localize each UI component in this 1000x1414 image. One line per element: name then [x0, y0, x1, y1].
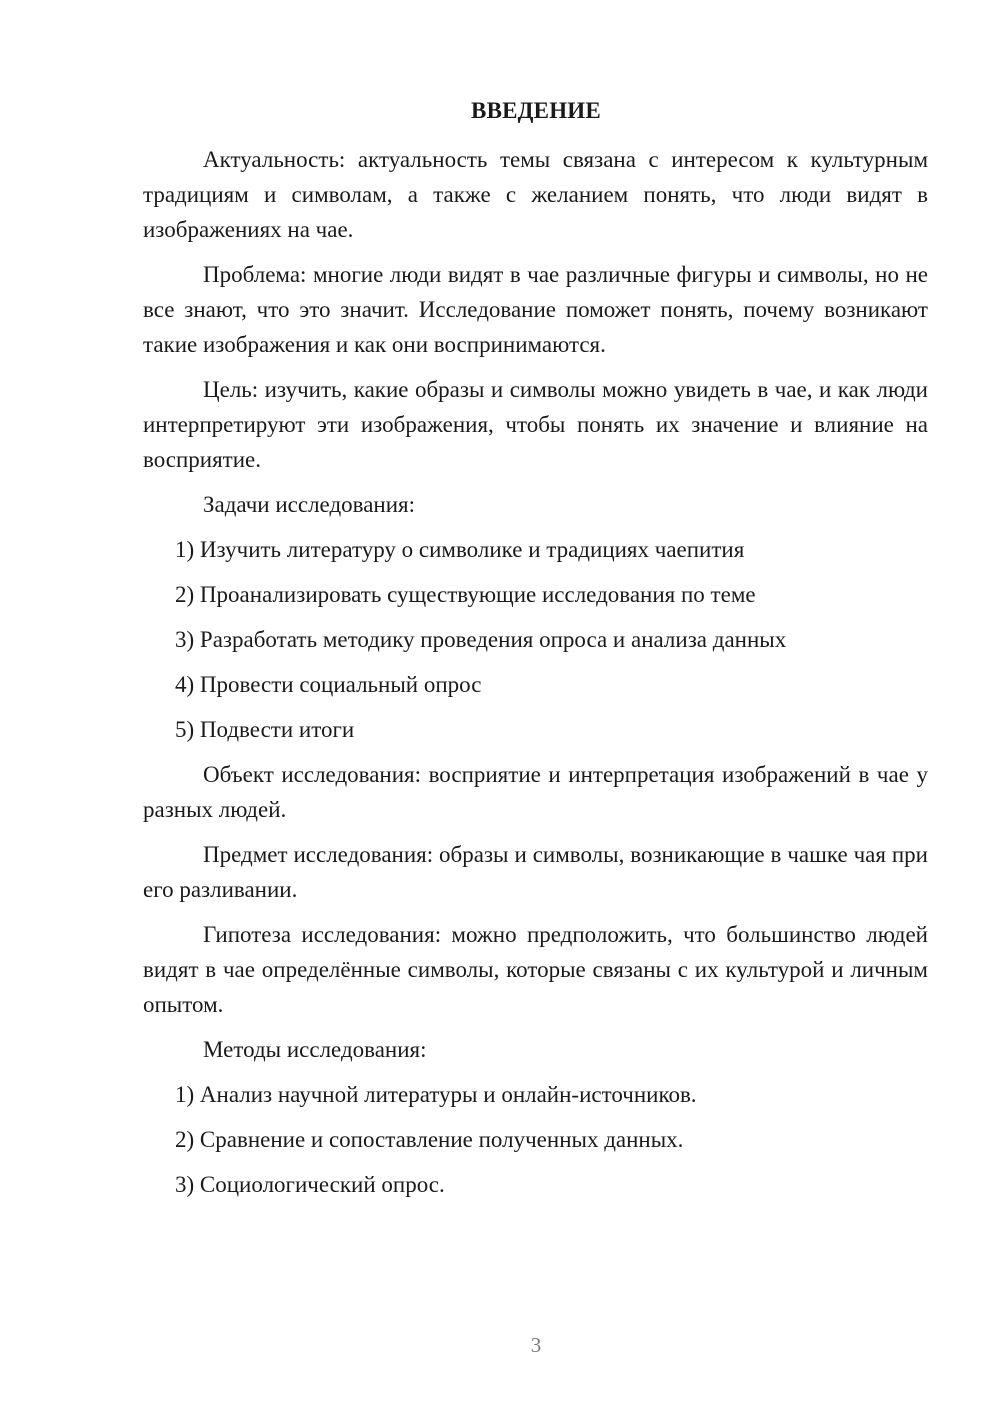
hypothesis-paragraph: Гипотеза исследования: можно предположить, что большинство людей видят в чае определённые символы, которые связаны с их культурой и личным опытом.	[143, 922, 928, 1017]
object-paragraph: Объект исследования: восприятие и интерпретация изображений в чае у разных людей.	[143, 762, 928, 822]
task-item: 5) Подвести итоги	[175, 717, 355, 742]
goal-paragraph: Цель: изучить, какие образы и символы можно увидеть в чае, и как люди интерпретируют эти изображения, чтобы понять их значение и влияние на восприятие.	[143, 377, 928, 472]
method-item: 3) Социологический опрос.	[175, 1172, 445, 1197]
tasks-list	[143, 532, 928, 747]
page-number: 3	[530, 1333, 542, 1357]
task-item: 2) Проанализировать существующие исследования по теме	[175, 582, 756, 607]
section-title: ВВЕДЕНИЕ	[471, 98, 601, 123]
subject-paragraph: Предмет исследования: образы и символы, возникающие в чашке чая при его разливании.	[143, 842, 928, 902]
task-item: 4) Провести социальный опрос	[175, 672, 482, 697]
task-item: 3) Разработать методику проведения опроса и анализа данных	[175, 627, 787, 652]
method-item: 1) Анализ научной литературы и онлайн-источников.	[175, 1082, 697, 1107]
methods-heading: Методы исследования:	[203, 1037, 427, 1062]
relevance-paragraph: Актуальность: актуальность темы связана с интересом к культурным традициям и символам, а также с желанием понять, что люди видят в изображениях на чае.	[143, 147, 928, 242]
method-item: 2) Сравнение и сопоставление полученных данных.	[175, 1127, 684, 1152]
methods-list	[143, 1077, 928, 1202]
tasks-heading: Задачи исследования:	[203, 492, 416, 517]
task-item: 1) Изучить литературу о символике и традициях чаепития	[175, 537, 745, 562]
problem-paragraph: Проблема: многие люди видят в чае различные фигуры и символы, но не все знают, что это значит. Исследование поможет понять, почему возникают такие изображения и как они воспринимаются.	[143, 262, 928, 357]
document-body	[143, 142, 928, 1212]
